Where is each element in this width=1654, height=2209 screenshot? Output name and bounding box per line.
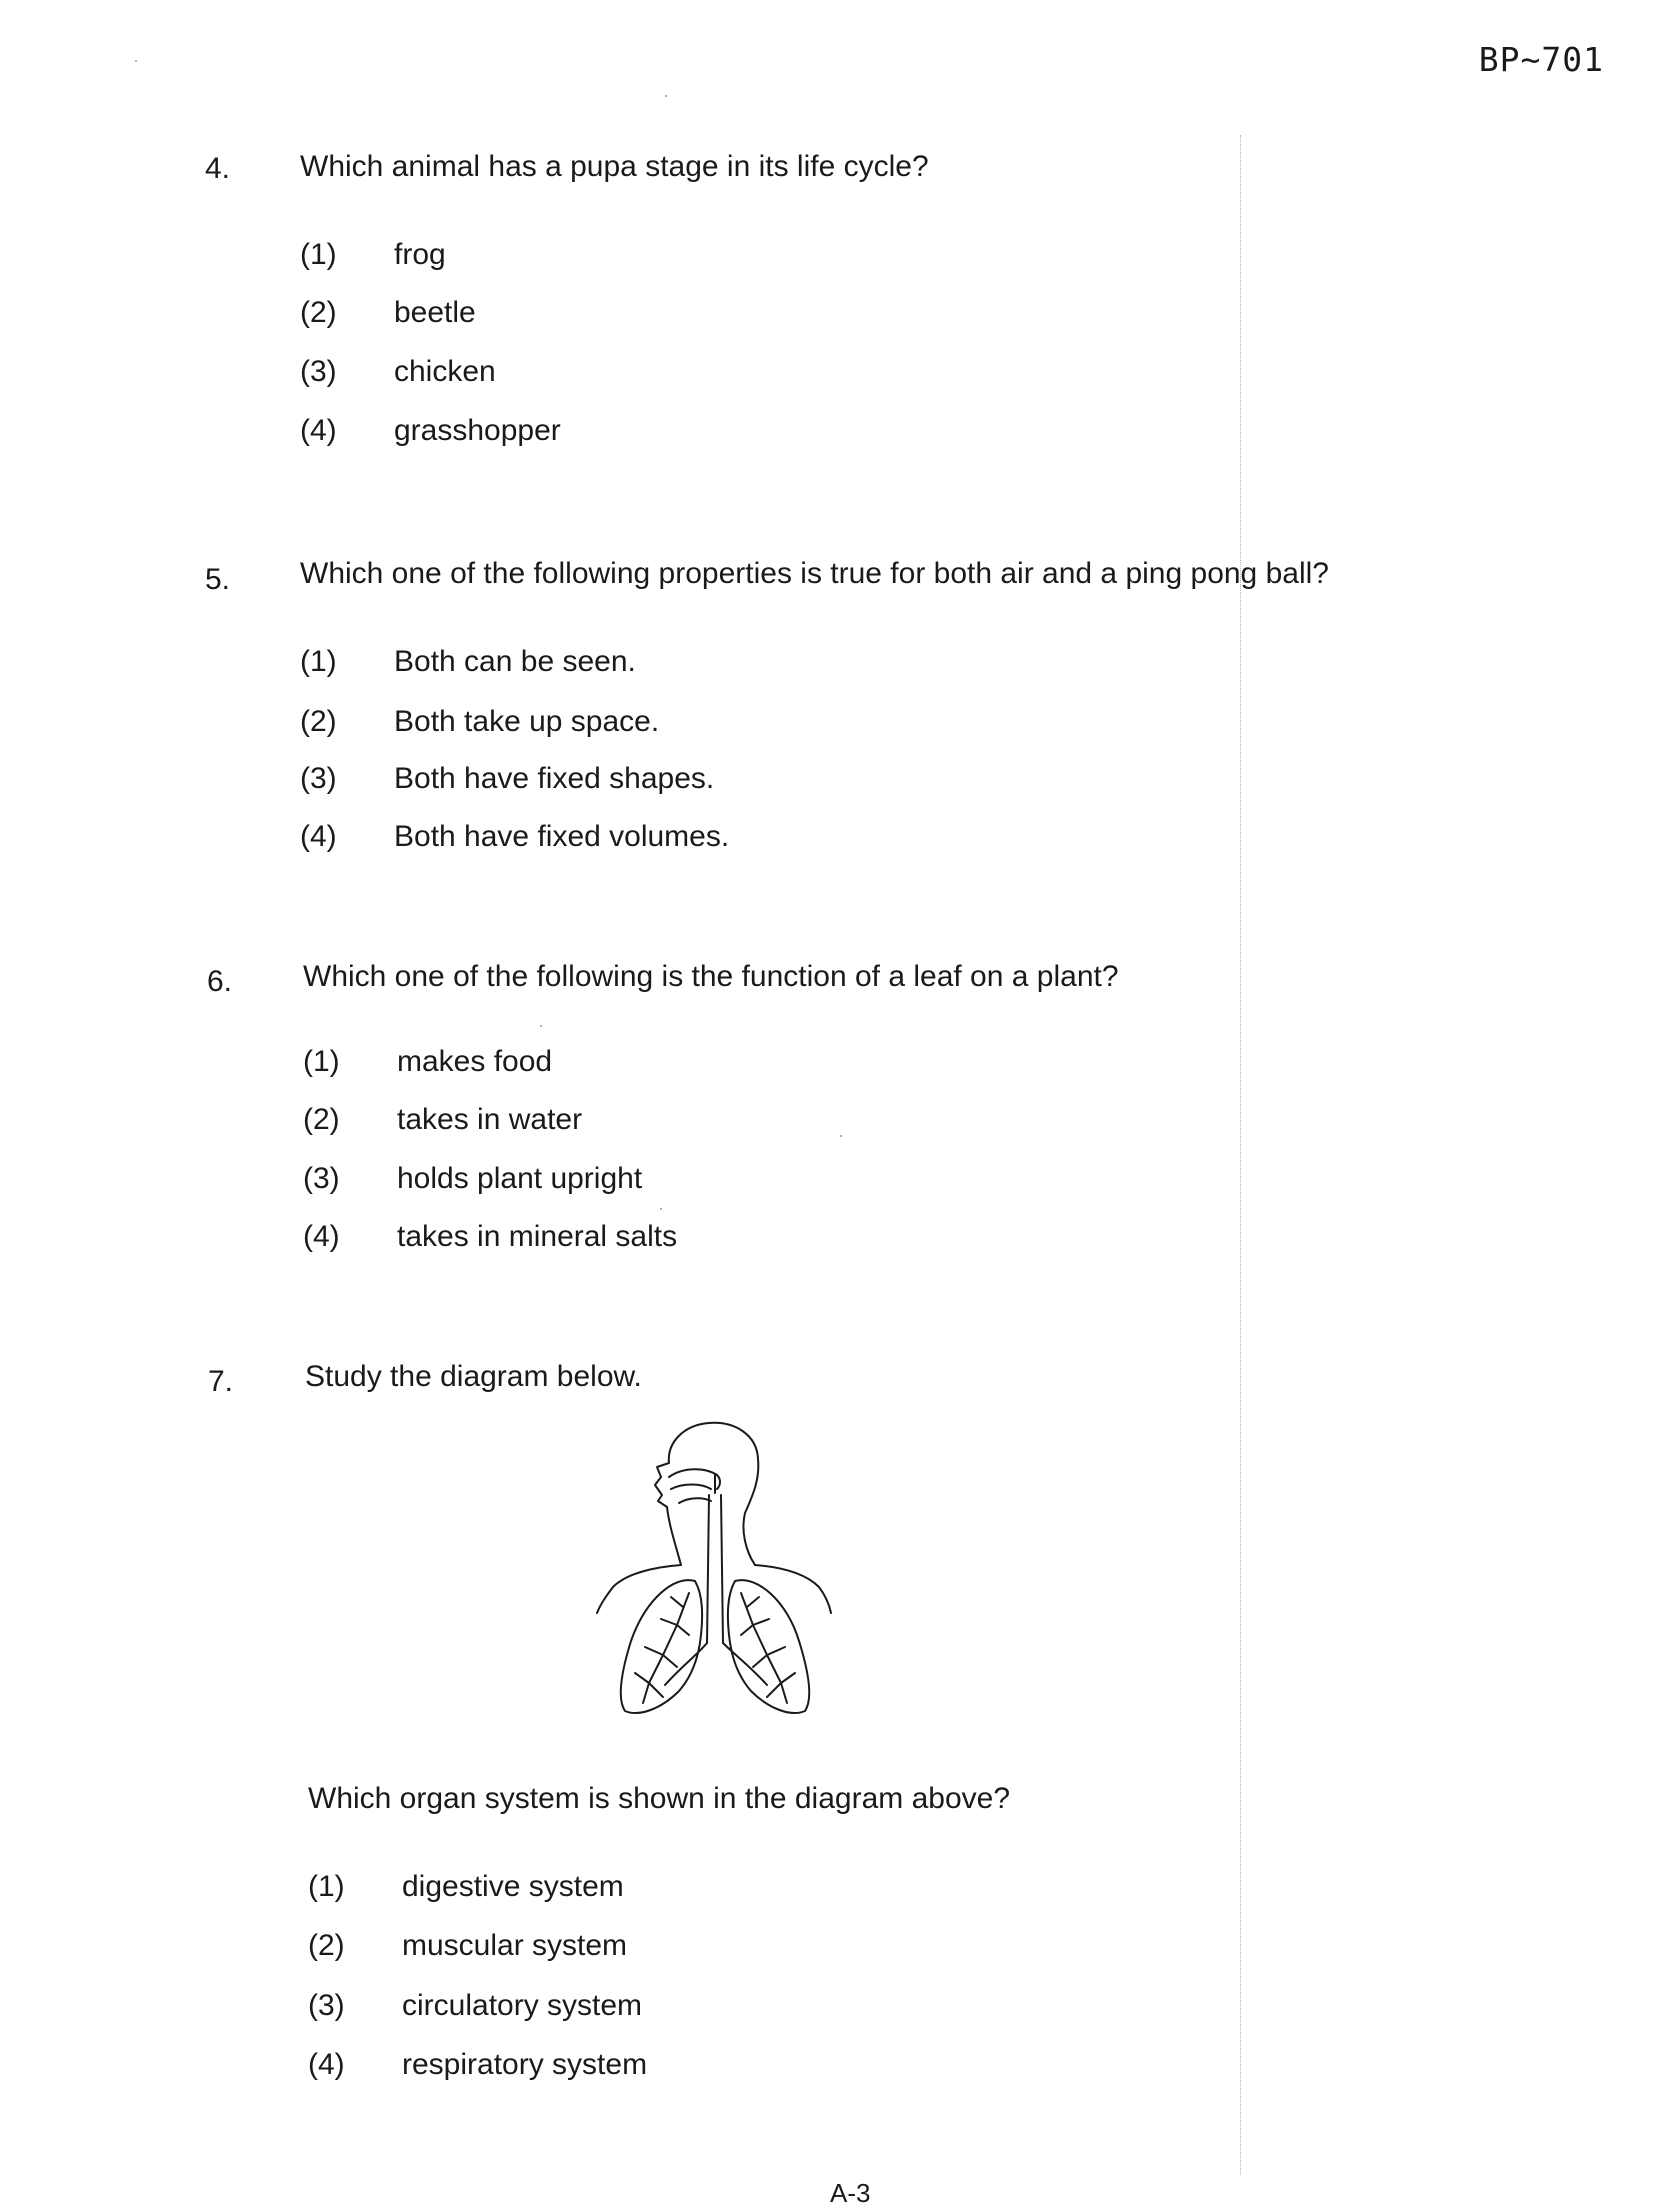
option-text: Both take up space. [394, 705, 660, 738]
option-number: (3) [300, 762, 337, 795]
option [300, 820, 729, 854]
question-number: 5. [205, 563, 231, 596]
option-text: muscular system [402, 1929, 628, 1962]
option [300, 705, 659, 739]
option-text: respiratory system [402, 2048, 648, 2081]
option-number: (2) [303, 1103, 340, 1136]
option [303, 1045, 552, 1079]
option [300, 355, 496, 389]
option [303, 1162, 642, 1196]
option [300, 762, 714, 796]
option [303, 1220, 677, 1254]
option-text: beetle [394, 296, 476, 329]
option [300, 414, 561, 448]
question-text: Study the diagram below. [305, 1360, 642, 1393]
option-text: takes in mineral salts [397, 1220, 678, 1253]
option-number: (4) [300, 414, 337, 447]
option-text: chicken [394, 355, 496, 388]
option-number: (4) [300, 820, 337, 853]
scan-speck [665, 95, 667, 97]
option [308, 1989, 642, 2023]
option [308, 1929, 627, 1963]
question-text: Which one of the following is the function of a leaf on a plant? [303, 960, 1119, 993]
option-number: (3) [308, 1989, 345, 2022]
option-text: digestive system [402, 1870, 624, 1903]
respiratory-system-diagram [585, 1415, 845, 1720]
option-number: (2) [300, 705, 337, 738]
option-number: (4) [303, 1220, 340, 1253]
page-code: BP~701 [1478, 40, 1604, 79]
scan-speck [660, 1208, 662, 1210]
option-text: circulatory system [402, 1989, 643, 2022]
question-number: 7. [208, 1365, 234, 1398]
option-text: takes in water [397, 1103, 583, 1136]
option-text: grasshopper [394, 414, 561, 447]
option-text: Both can be seen. [394, 645, 636, 678]
option-number: (3) [303, 1162, 340, 1195]
option [303, 1103, 582, 1137]
question-number: 4. [205, 152, 231, 185]
question-text: Which animal has a pupa stage in its life cycle? [300, 150, 929, 183]
option-text: makes food [397, 1045, 553, 1078]
option-number: (1) [303, 1045, 340, 1078]
margin-rule [1240, 135, 1241, 2175]
option-number: (3) [300, 355, 337, 388]
option-number: (4) [308, 2048, 345, 2081]
page-number: A-3 [830, 2178, 871, 2208]
option-number: (1) [300, 238, 337, 271]
scan-speck [840, 1135, 842, 1137]
question-text: Which one of the following properties is true for both air and a ping pong ball? [300, 557, 1329, 590]
option [300, 296, 476, 330]
option-text: frog [394, 238, 446, 271]
question-subtext: Which organ system is shown in the diagram above? [308, 1782, 1011, 1815]
option-number: (2) [308, 1929, 345, 1962]
option-text: Both have fixed volumes. [394, 820, 730, 853]
option-number: (1) [308, 1870, 345, 1903]
option [300, 238, 446, 272]
option [300, 645, 636, 679]
option-number: (1) [300, 645, 337, 678]
scan-speck [135, 60, 137, 62]
option-text: holds plant upright [397, 1162, 643, 1195]
option [308, 2048, 647, 2082]
option-number: (2) [300, 296, 337, 329]
scan-speck [540, 1025, 542, 1027]
question-number: 6. [207, 965, 233, 998]
option-text: Both have fixed shapes. [394, 762, 715, 795]
option [308, 1870, 624, 1904]
